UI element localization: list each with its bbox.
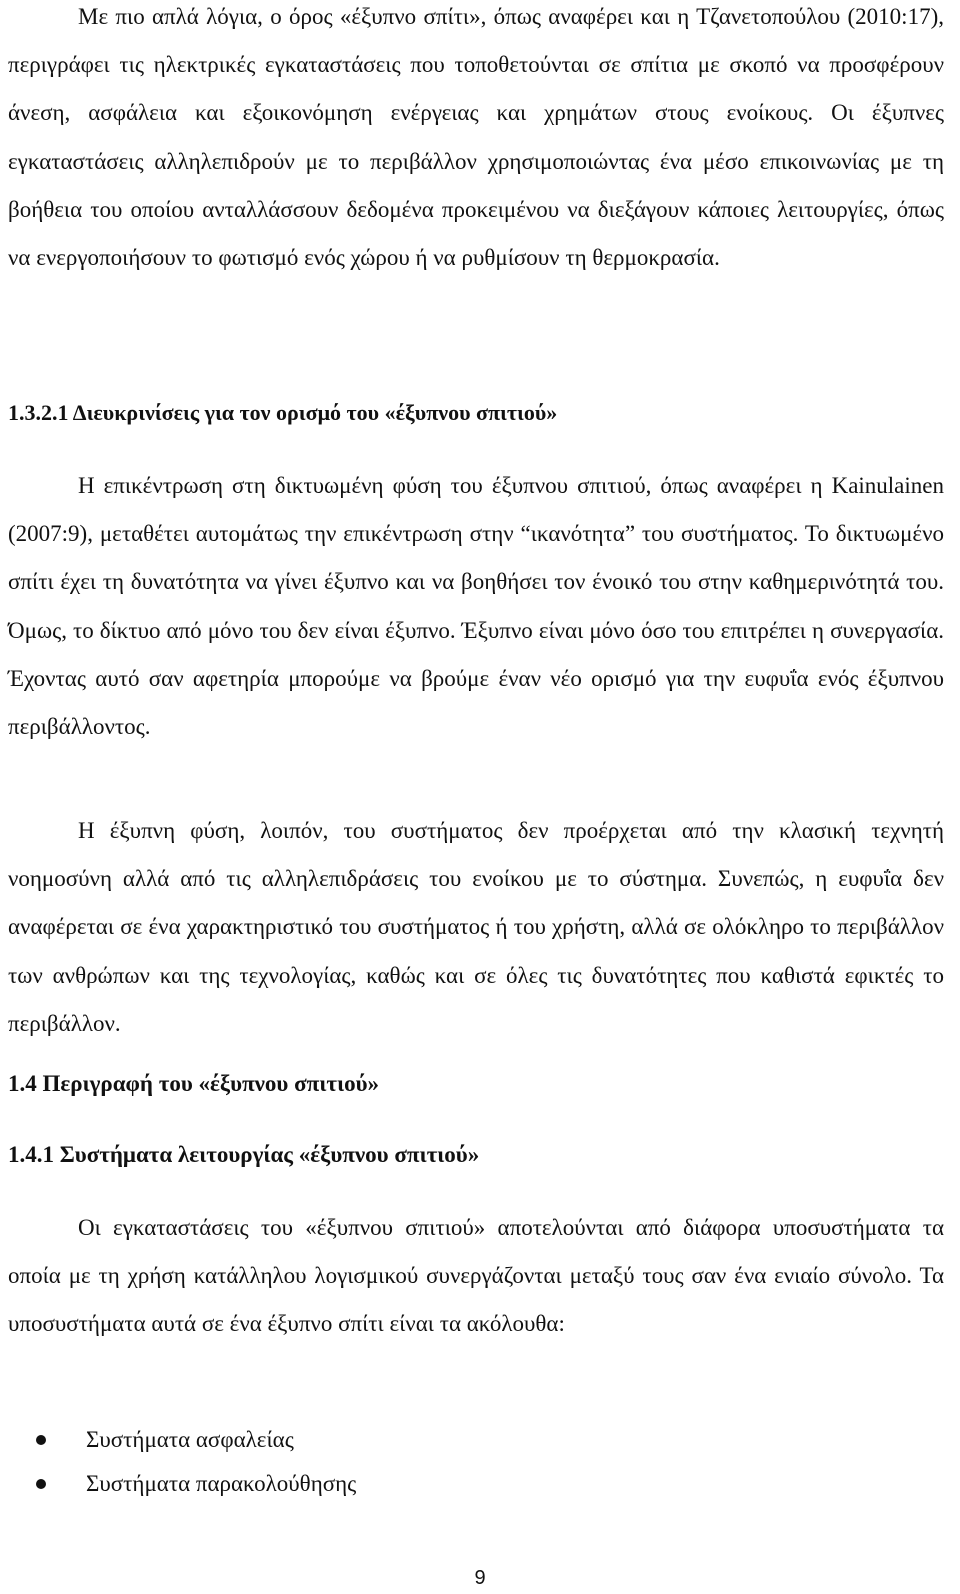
page-number: 9 [474, 1567, 486, 1589]
list-item [8, 1418, 944, 1462]
bullet-icon [36, 1479, 46, 1489]
paragraph-smart-home-definition: Με πιο απλά λόγια, ο όρος «έξυπνο σπίτι», όπως αναφέρει και η Τζανετοπούλου (2010:17), περιγράφει τις ηλεκτρικές εγκαταστάσεις που τοποθετούνται σε σπίτια με σκοπό να προσφέρουν άνεση, ασφάλεια και εξοικονόμηση ενέργειας και χρημάτων στους ενοίκους. Οι έξυπνες εγκαταστάσεις αλληλεπιδρούν με το περιβάλλον χρησιμοποιώντας ένα μέσο επικοινωνίας με τη βοήθεια του οποίου ανταλλάσσουν δεδομένα προκειμένου να διεξάγουν κάποιες λειτουργίες, όπως να ενεργοποιήσουν το φωτισμό ενός χώρου ή να ρυθμίσουν τη θερμοκρασία. [8, 4, 944, 271]
list-item-label: Συστήματα ασφαλείας [86, 1427, 294, 1452]
paragraph-subsystems-intro: Οι εγκαταστάσεις του «έξυπνου σπιτιού» αποτελούνται από διάφορα υποσυστήματα τα οποία με τη χρήση κατάλληλου λογισμικού συνεργάζονται μεταξύ τους σαν ένα ενιαίο σύνολο. Τα υποσυστήματα αυτά σε ένα έξυπνο σπίτι είναι τα ακόλουθα: [8, 1215, 944, 1337]
paragraph-networked-nature: Η επικέντρωση στη δικτυωμένη φύση του έξυπνου σπιτιού, όπως αναφέρει η Kainulainen (2007:9), μεταθέτει αυτομάτως την επικέντρωση στην “ικανότητα” του συστήματος. Το δικτυωμένο σπίτι έχει τη δυνατότητα να γίνει έξυπνο και να βοηθήσει τον ένοικό του στην καθημερινότητά του. Όμως, το δίκτυο από μόνο του δεν είναι έξυπνο. Έξυπνο είναι μόνο όσο του επιτρέπει η συνεργασία. Έχοντας αυτό σαν αφετηρία μπορούμε να βρούμε έναν νέο ορισμό για την ευφυΐα ενός έξυπνου περιβάλλοντος. [8, 473, 944, 740]
section-heading-1-4-1: 1.4.1 Συστήματα λειτουργίας «έξυπνου σπιτιού» [8, 1142, 480, 1167]
paragraph-intelligent-nature: Η έξυπνη φύση, λοιπόν, του συστήματος δεν προέρχεται από την κλασική τεχνητή νοημοσύνη αλλά από τις αλληλεπιδράσεις του ενοίκου με το σύστημα. Συνεπώς, η ευφυΐα δεν αναφέρεται σε ένα χαρακτηριστικό του συστήματος ή του χρήστη, αλλά σε ολόκληρο το περιβάλλον των ανθρώπων και της τεχνολογίας, καθώς και σε όλες τις δυνατότητες που καθιστά εφικτές το περιβάλλον. [8, 818, 944, 1036]
bullet-icon [36, 1435, 46, 1445]
list-item-label: Συστήματα παρακολούθησης [86, 1471, 357, 1496]
section-heading-1-3-2-1: 1.3.2.1 Διευκρινίσεις για τον ορισμό του «έξυπνου σπιτιού» [8, 400, 558, 425]
list-item [8, 1462, 944, 1506]
subsystems-list [8, 1418, 944, 1506]
section-heading-1-4: 1.4 Περιγραφή του «έξυπνου σπιτιού» [8, 1071, 380, 1096]
